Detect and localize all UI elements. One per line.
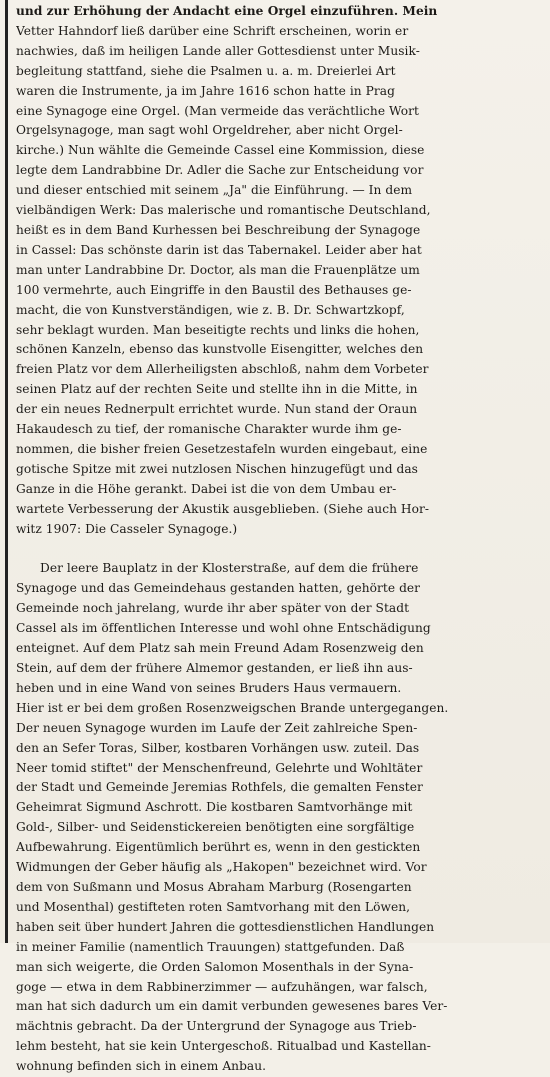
text-line: begleitung stattfand, siehe die Psalmen u. a. m. Dreierlei Art bbox=[16, 63, 396, 78]
text-line: in Cassel: Das schönste darin ist das Tabernakel. Leider aber hat bbox=[16, 242, 422, 257]
text-line: haben seit über hundert Jahren die gottesdienstlichen Handlungen bbox=[16, 919, 435, 934]
text-line: und zur Erhöhung der Andacht eine Orgel einzuführen. Mein bbox=[16, 4, 438, 18]
paragraph-2 bbox=[16, 559, 542, 1077]
text-line: Ganze in die Höhe gerankt. Dabei ist die von dem Umbau er- bbox=[16, 481, 397, 496]
text-line: und dieser entschied mit seinem „Ja" die Einführung. — In dem bbox=[16, 183, 413, 198]
text-line: vielbändigen Werk: Das malerische und romantische Deutschland, bbox=[16, 203, 431, 218]
text-line: Geheimrat Sigmund Aschrott. Die kostbaren Samtvorhänge mit bbox=[16, 800, 413, 815]
left-margin-rule bbox=[5, 0, 8, 943]
text-line: macht, die von Kunstverständigen, wie z. B. Dr. Schwartzkopf, bbox=[16, 302, 405, 317]
text-line: sehr beklagt wurden. Man beseitigte rechts und links die hohen, bbox=[16, 322, 420, 337]
text-line: Der neuen Synagoge wurden im Laufe der Zeit zahlreiche Spen- bbox=[16, 720, 418, 735]
text-line: Gold-, Silber- und Seidenstickereien benötigten eine sorgfältige bbox=[16, 820, 415, 835]
text-line: Hier ist er bei dem großen Rosenzweigschen Brande untergegangen. bbox=[16, 700, 449, 715]
text-line: Aufbewahrung. Eigentümlich berührt es, wenn in den gestickten bbox=[16, 840, 421, 855]
text-line: dem von Sußmann und Mosus Abraham Marburg (Rosengarten bbox=[16, 879, 412, 894]
text-line: heißt es in dem Band Kurhessen bei Beschreibung der Synagoge bbox=[16, 222, 421, 237]
text-line: man unter Landrabbine Dr. Doctor, als man die Frauenplätze um bbox=[16, 262, 420, 277]
text-column bbox=[16, 2, 542, 1077]
text-line: man sich weigerte, die Orden Salomon Mosenthals in der Syna- bbox=[16, 959, 414, 974]
text-line: seinen Platz auf der rechten Seite und stellte ihn in die Mitte, in bbox=[16, 382, 418, 397]
text-line: man hat sich dadurch um ein damit verbunden gewesenes bares Ver- bbox=[16, 999, 448, 1014]
text-line: der Stadt und Gemeinde Jeremias Rothfels, die gemalten Fenster bbox=[16, 780, 423, 795]
text-line: nommen, die bisher freien Gesetzestafeln wurden eingebaut, eine bbox=[16, 441, 428, 456]
text-line: Hakaudesch zu tief, der romanische Charakter wurde ihm ge- bbox=[16, 422, 402, 437]
text-line: enteignet. Auf dem Platz sah mein Freund Adam Rosenzweig den bbox=[16, 641, 424, 656]
paragraph-gap bbox=[16, 539, 542, 559]
text-line: Widmungen der Geber häufig als „Hakopen" bezeichnet wird. Vor bbox=[16, 860, 427, 875]
text-line: Synagoge und das Gemeindehaus gestanden hatten, gehörte der bbox=[16, 581, 421, 596]
text-line: Der leere Bauplatz in der Klosterstraße, auf dem die frühere bbox=[40, 561, 419, 576]
text-line: Vetter Hahndorf ließ darüber eine Schrift erscheinen, worin er bbox=[16, 23, 409, 38]
text-line: mächtnis gebracht. Da der Untergrund der Synagoge aus Trieb- bbox=[16, 1019, 417, 1034]
text-line: witz 1907: Die Casseler Synagoge.) bbox=[16, 521, 238, 536]
text-line: kirche.) Nun wählte die Gemeinde Cassel eine Kommission, diese bbox=[16, 143, 425, 158]
text-line: wartete Verbesserung der Akustik ausgeblieben. (Siehe auch Hor- bbox=[16, 501, 430, 516]
text-line: und Mosenthal) gestifteten roten Samtvorhang mit den Löwen, bbox=[16, 899, 411, 914]
text-line: den an Sefer Toras, Silber, kostbaren Vorhängen usw. zuteil. Das bbox=[16, 740, 420, 755]
text-line: in meiner Familie (namentlich Trauungen) stattgefunden. Daß bbox=[16, 939, 405, 954]
paragraph-1 bbox=[16, 2, 542, 539]
text-line: lehm besteht, hat sie kein Untergeschoß. Ritualbad und Kastellan- bbox=[16, 1039, 431, 1054]
text-line: 100 vermehrte, auch Eingriffe in den Baustil des Bethauses ge- bbox=[16, 282, 412, 297]
text-line: heben und in eine Wand von seines Bruders Haus vermauern. bbox=[16, 680, 402, 695]
text-line: waren die Instrumente, ja im Jahre 1616 schon hatte in Prag bbox=[16, 83, 395, 98]
text-line: Cassel als im öffentlichen Interesse und wohl ohne Entschädigung bbox=[16, 621, 431, 636]
text-line: freien Platz vor dem Allerheiligsten abschloß, nahm dem Vorbeter bbox=[16, 362, 429, 377]
text-line: gotische Spitze mit zwei nutzlosen Nischen hinzugefügt und das bbox=[16, 461, 418, 476]
text-line: schönen Kanzeln, ebenso das kunstvolle Eisengitter, welches den bbox=[16, 342, 424, 357]
text-line: wohnung befinden sich in einem Anbau. bbox=[16, 1059, 267, 1074]
text-line: Orgelsynagoge, man sagt wohl Orgeldreher, aber nicht Orgel- bbox=[16, 123, 403, 138]
text-line: Neer tomid stiftet" der Menschenfreund, Gelehrte und Wohltäter bbox=[16, 760, 423, 775]
text-line: nachwies, daß im heiligen Lande aller Gottesdienst unter Musik- bbox=[16, 43, 420, 58]
text-line: legte dem Landrabbine Dr. Adler die Sache zur Entscheidung vor bbox=[16, 163, 424, 178]
text-line: eine Synagoge eine Orgel. (Man vermeide das verächtliche Wort bbox=[16, 103, 419, 118]
text-line: der ein neues Rednerpult errichtet wurde. Nun stand der Oraun bbox=[16, 402, 418, 417]
text-line: goge — etwa in dem Rabbinerzimmer — aufzuhängen, war falsch, bbox=[16, 979, 428, 994]
text-line: Gemeinde noch jahrelang, wurde ihr aber später von der Stadt bbox=[16, 601, 410, 616]
text-line: Stein, auf dem der frühere Almemor gestanden, er ließ ihn aus- bbox=[16, 661, 413, 675]
